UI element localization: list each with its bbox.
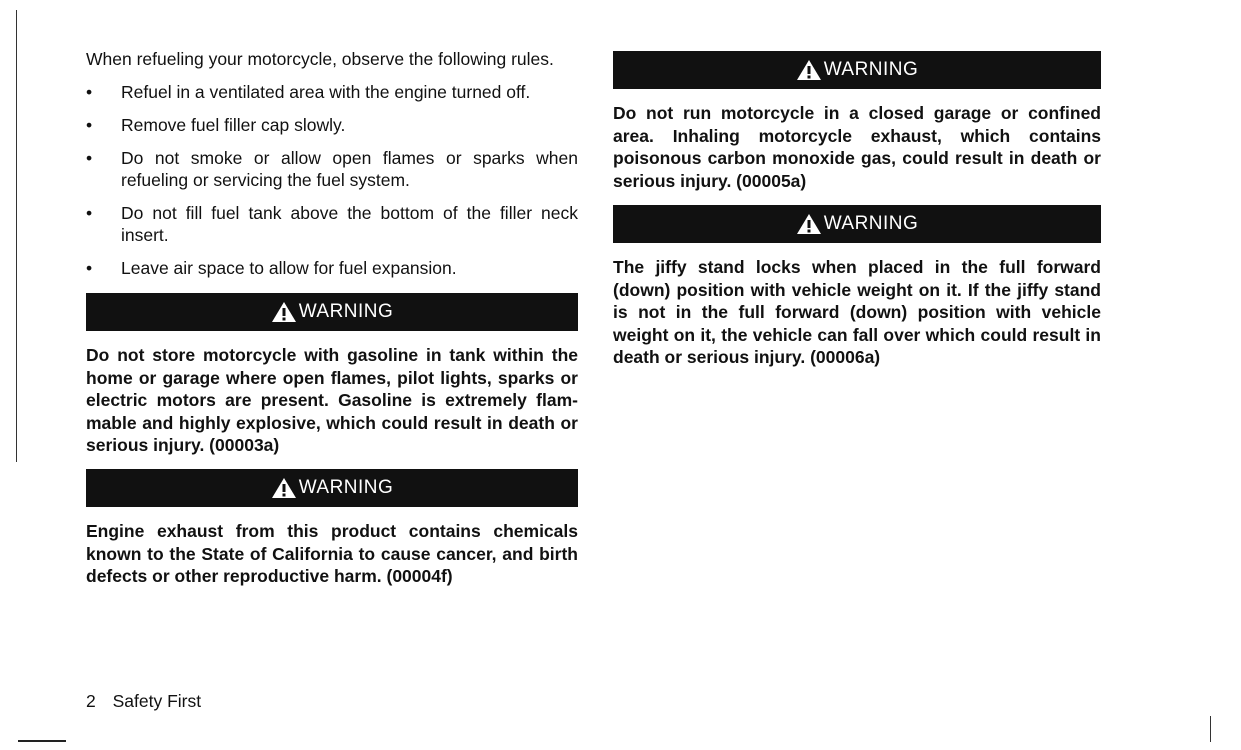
section-title: Safety First bbox=[112, 691, 202, 711]
warning-text-storage: Do not store motorcycle with gasoline in tank within the home or garage where open flames, pilot lights, sparks or electric motors are present. Gasoline is extremely flam-mable and highly explosive, which could result in death or serious injury. (00003a) bbox=[86, 345, 578, 455]
page-margin-line bbox=[1210, 716, 1211, 742]
bullet-glyph: • bbox=[86, 148, 93, 168]
rule-text: Refuel in a ventilated area with the engine turned off. bbox=[121, 82, 531, 102]
warning-text-jiffy-stand: The jiffy stand locks when placed in the full forward (down) position with vehicle weight on it. If the jiffy stand is not in the full forward (down) position with vehicle weight on it, the vehicle can fall over which could result in death or serious injury. (00006a) bbox=[613, 257, 1101, 367]
warning-triangle-icon bbox=[271, 477, 297, 499]
warning-banner-jiffy-stand bbox=[613, 205, 1101, 243]
list-item bbox=[86, 257, 578, 279]
bullet-glyph: • bbox=[86, 258, 93, 278]
bullet-glyph: • bbox=[86, 82, 93, 102]
refueling-rules-list bbox=[86, 81, 578, 290]
list-item bbox=[86, 147, 578, 191]
list-item bbox=[86, 81, 578, 103]
warning-triangle-icon bbox=[271, 301, 297, 323]
warning-label: WARNING bbox=[298, 301, 394, 322]
bullet-glyph: • bbox=[86, 203, 93, 223]
warning-banner-closed-garage bbox=[613, 51, 1101, 89]
warning-banner-exhaust-chemicals bbox=[86, 469, 578, 507]
warning-text-closed-garage: Do not run motorcycle in a closed garage or confined area. Inhaling motorcycle exhaust, which contains poisonous carbon monoxide gas, could result in death or serious injury. (00005a) bbox=[613, 103, 1101, 191]
rule-text: Do not smoke or allow open flames or sparks when refueling or servicing the fuel system. bbox=[121, 148, 578, 190]
rule-text: Do not fill fuel tank above the bottom of the filler neck insert. bbox=[121, 203, 578, 245]
warning-triangle-icon bbox=[796, 59, 822, 81]
page-footer bbox=[86, 690, 201, 712]
list-item bbox=[86, 202, 578, 246]
crop-mark bbox=[18, 740, 66, 742]
warning-banner-storage bbox=[86, 293, 578, 331]
page-number: 2 bbox=[86, 691, 96, 711]
warning-label: WARNING bbox=[823, 213, 919, 234]
warning-text-exhaust-chemicals: Engine exhaust from this product contains chemicals known to the State of California to cause cancer, and birth defects or other reproductive harm. (00004f) bbox=[86, 521, 578, 586]
rule-text: Remove fuel filler cap slowly. bbox=[121, 115, 346, 135]
warning-triangle-icon bbox=[796, 213, 822, 235]
page-margin-line bbox=[16, 10, 17, 462]
warning-label: WARNING bbox=[298, 477, 394, 498]
warning-label: WARNING bbox=[823, 59, 919, 80]
bullet-glyph: • bbox=[86, 115, 93, 135]
list-item bbox=[86, 114, 578, 136]
refueling-intro: When refueling your motorcycle, observe the following rules. bbox=[86, 49, 554, 69]
rule-text: Leave air space to allow for fuel expansion. bbox=[121, 258, 457, 278]
